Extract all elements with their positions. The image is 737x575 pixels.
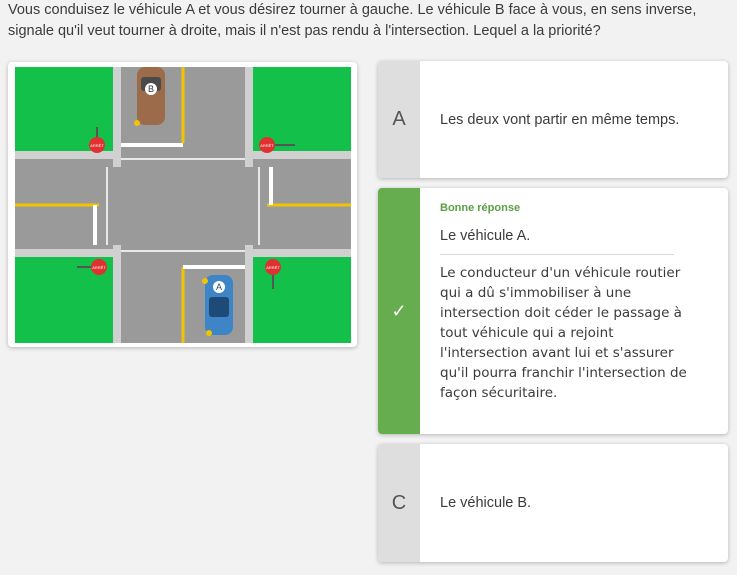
answer-option-b[interactable] (378, 188, 728, 434)
answer-c-text: Le véhicule B. (440, 495, 532, 511)
answer-option-a[interactable] (378, 61, 728, 178)
answer-b-text: Le véhicule A. (440, 226, 674, 255)
intersection-illustration (15, 67, 351, 343)
svg-text:ARRÊT: ARRÊT (266, 265, 280, 270)
svg-text:ARRÊT: ARRÊT (260, 143, 274, 148)
question-text: Vous conduisez le véhicule A et vous désirez tourner à gauche. Le véhicule B face à vous, en sens inverse, signale qu'il veut tourner à droite, mais il n'est pas rendu à l'intersection. Lequel a la priorité? (8, 2, 697, 39)
svg-text:A: A (215, 282, 223, 292)
checkmark-icon: ✓ (378, 188, 420, 434)
svg-text:ARRÊT: ARRÊT (90, 143, 104, 148)
answer-a-letter: A (378, 61, 420, 178)
svg-text:ARRÊT: ARRÊT (92, 265, 106, 270)
answer-explanation: Le conducteur d'un véhicule routier qui a dû s'immobiliser à une intersection doit céder le passage à tout véhicule qui a rejoint l'intersection avant lui et s'assurer qu'il pourra franchir l'intersection de façon sécuritaire. (440, 265, 687, 401)
correct-answer-label: Bonne réponse (440, 202, 521, 214)
answer-c-letter: C (378, 444, 420, 562)
car-a (202, 275, 233, 336)
answer-option-c[interactable] (378, 444, 728, 562)
answer-a-text: Les deux vont partir en même temps. (440, 111, 680, 128)
intersection-illustration-card (8, 62, 357, 347)
car-b (134, 67, 165, 126)
svg-text:B: B (147, 84, 155, 94)
